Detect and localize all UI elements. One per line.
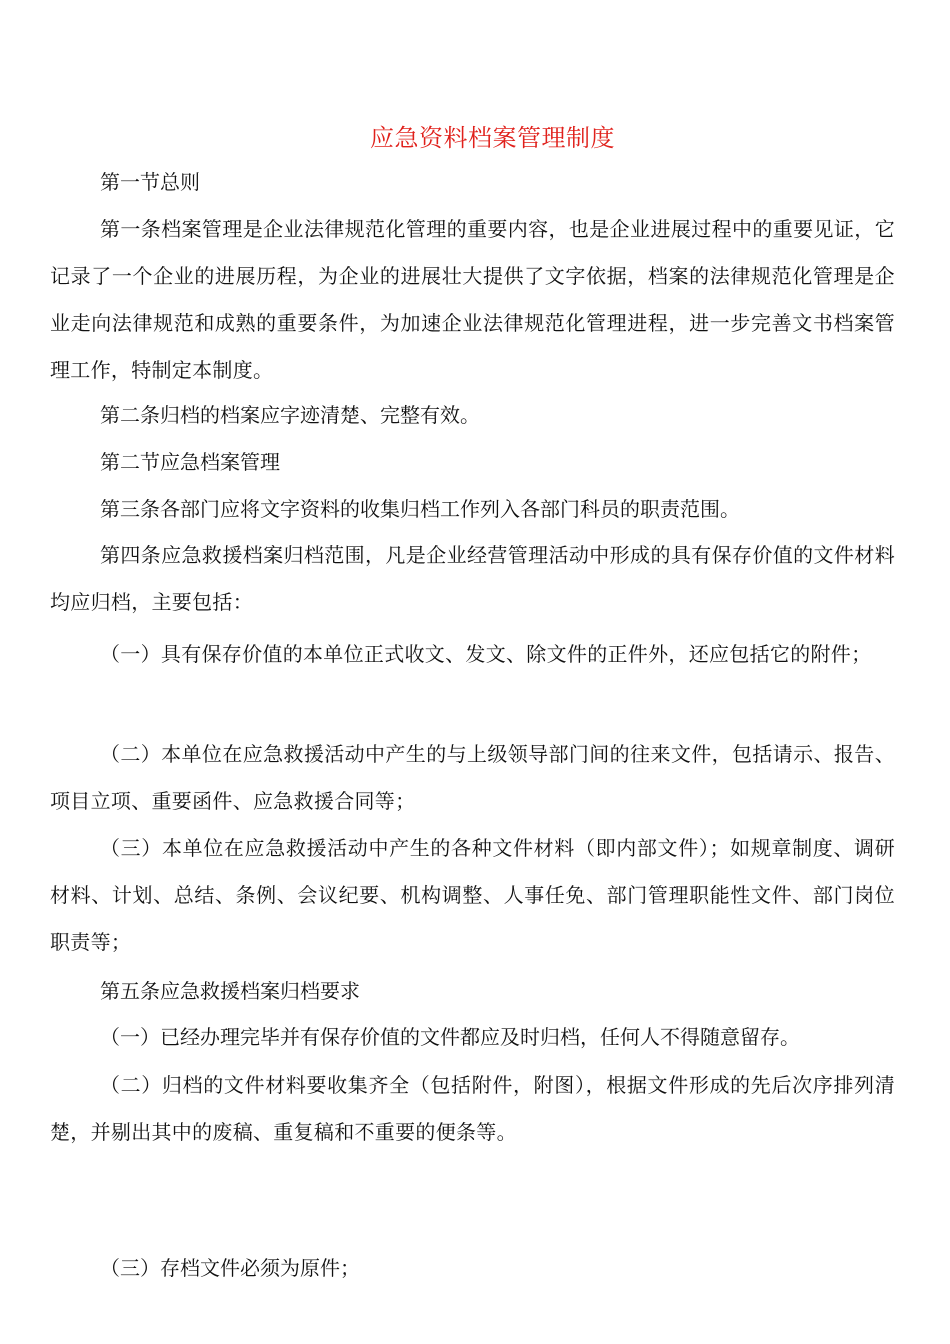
article-2: 第二条归档的档案应字迹清楚、完整有效。 bbox=[100, 403, 480, 427]
article-5: 第五条应急救援档案归档要求 bbox=[100, 979, 360, 1003]
article-4-item-1: （一）具有保存价值的本单位正式收文、发文、除文件的正件外，还应包括它的附件； bbox=[100, 642, 872, 666]
article-3: 第三条各部门应将文字资料的收集归档工作列入各部门科员的职责范围。 bbox=[100, 497, 740, 521]
article-4: 第四条应急救援档案归档范围，凡是企业经营管理活动中形成的具有保存价值的文件材料均应归档，主要包括： bbox=[50, 543, 895, 614]
article-4-item-3: （三）本单位在应急救援活动中产生的各种文件材料（即内部文件）；如规章制度、调研材料、计划、总结、条例、会议纪要、机构调整、人事任免、部门管理职能性文件、部门岗位职责等； bbox=[50, 836, 895, 954]
section-heading-emergency-archives: 第二节应急档案管理 bbox=[100, 450, 280, 474]
article-1: 第一条档案管理是企业法律规范化管理的重要内容，也是企业进展过程中的重要见证，它记录了一个企业的进展历程，为企业的进展壮大提供了文字依据，档案的法律规范化管理是企业走向法律规范和成熟的重要条件，为加速企业法律规范化管理进程，进一步完善文书档案管理工作，特制定本制度。 bbox=[50, 217, 895, 382]
section-heading-general: 第一节总则 bbox=[100, 170, 200, 194]
article-5-item-2: （二）归档的文件材料要收集齐全（包括附件，附图），根据文件形成的先后次序排列清楚，并剔出其中的废稿、重复稿和不重要的便条等。 bbox=[50, 1073, 895, 1144]
article-5-item-1: （一）已经办理完毕并有保存价值的文件都应及时归档，任何人不得随意留存。 bbox=[100, 1025, 800, 1049]
document-title: 应急资料档案管理制度 bbox=[370, 124, 615, 152]
article-5-item-3: （三）存档文件必须为原件； bbox=[100, 1256, 360, 1280]
article-4-item-2: （二）本单位在应急救援活动中产生的与上级领导部门间的往来文件，包括请示、报告、项目立项、重要函件、应急救援合同等； bbox=[50, 742, 895, 813]
